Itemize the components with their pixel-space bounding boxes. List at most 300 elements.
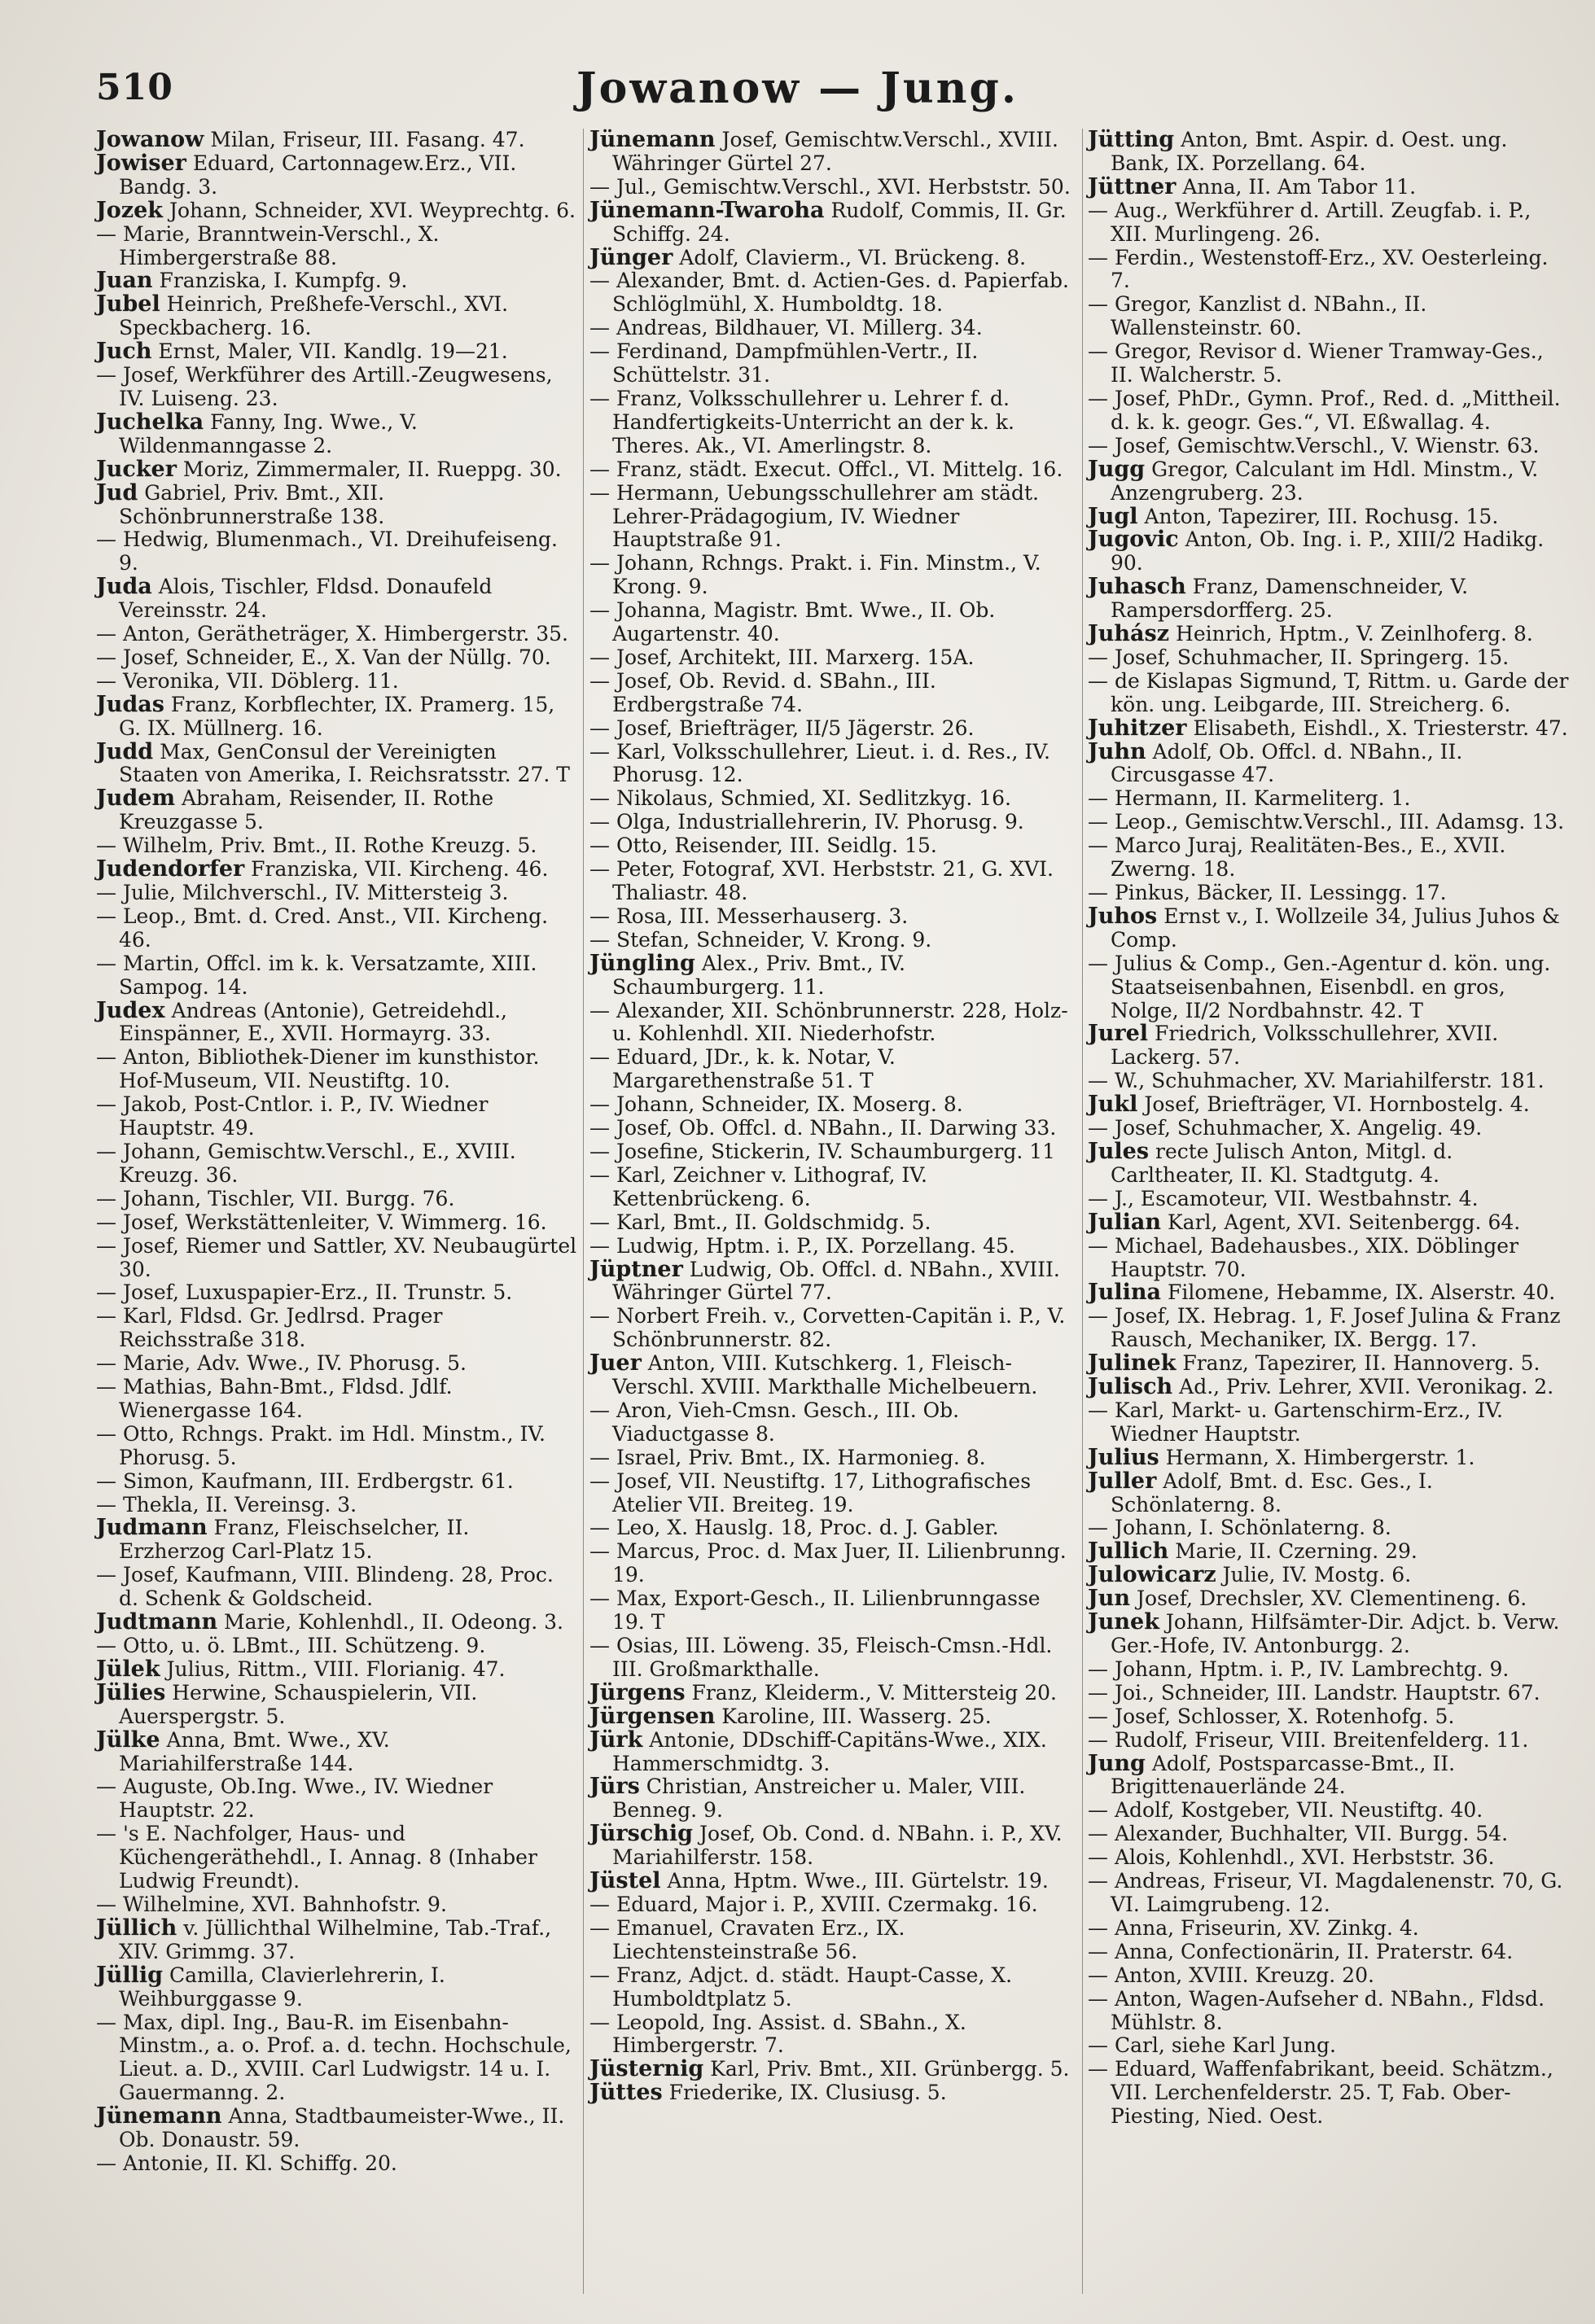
directory-entry: [589, 386, 1078, 458]
entry-text: — Hermann, Uebungsschullehrer am städt. Lehrer-Prädagogium, IV. Wiedner Hauptstraße 91.: [589, 480, 1040, 552]
entry-text: — Ludwig, Hptm. i. P., IX. Porzellang. 45.: [589, 1233, 1015, 1258]
entry-text: Rudolf, Commis, II. Gr. Schiffg. 24.: [612, 198, 1067, 246]
entry-text: — Josef, Werkführer des Artill.-Zeugwesens, IV. Luiseng. 23.: [96, 363, 553, 410]
entry-text: — Anna, Friseurin, XV. Zinkg. 4.: [1088, 1915, 1419, 1940]
directory-entry: [589, 316, 1078, 340]
directory-entry: [96, 1727, 578, 1776]
entry-text: — Karl, Volksschullehrer, Lieut. i. d. Res., IV. Phorusg. 12.: [589, 739, 1050, 787]
directory-entry: [1088, 339, 1571, 387]
entry-text: — Johann, Gemischtw.Verschl., E., XVIII. Kreuzg. 36.: [96, 1139, 516, 1187]
entry-text: Friedrich, Volksschullehrer, XVII. Lackerg. 57.: [1111, 1022, 1499, 1070]
directory-entry: [589, 197, 1078, 247]
entry-surname: Jünemann: [589, 127, 716, 152]
entry-text: Ludwig, Ob. Offcl. d. NBahn., XVIII. Währinger Gürtel 77.: [612, 1257, 1060, 1305]
entry-surname: Julian: [1088, 1209, 1162, 1235]
directory-entry: [96, 1775, 578, 1823]
entry-surname: Judem: [96, 786, 176, 812]
entry-text: — Hermann, II. Karmeliterg. 1.: [1088, 786, 1411, 811]
directory-entry: [589, 1092, 1078, 1117]
entry-text: — Josef, Luxuspapier-Erz., II. Trunstr. 5.: [96, 1280, 513, 1305]
entry-surname: Jüstel: [589, 1868, 661, 1894]
entry-text: — Josef, Riemer und Sattler, XV. Neubaugürtel 30.: [96, 1233, 577, 1281]
entry-text: Herwine, Schauspielerin, VII. Auerspergstr. 5.: [119, 1680, 478, 1728]
directory-entry: [96, 997, 578, 1047]
entry-text: — Marie, Branntwein-Verschl., X. Himbergerstraße 88.: [96, 221, 440, 269]
entry-text: — Alexander, XII. Schönbrunnerstr. 228, Holz- u. Kohlenhdl. XII. Niederhofstr.: [589, 998, 1068, 1046]
entry-text: Franz, Fleischselcher, II. Erzherzog Carl-Platz 15.: [119, 1516, 470, 1564]
entry-text: — Josef, PhDr., Gymn. Prof., Red. d. „Mittheil. d. k. k. geogr. Ges.“, VI. Eßwallag. 4.: [1088, 386, 1561, 434]
entry-text: Josef, Gemischtw.Verschl., XVIII. Währinger Gürtel 27.: [612, 128, 1058, 175]
directory-entry: [96, 1656, 578, 1682]
entry-text: — Johanna, Magistr. Bmt. Wwe., II. Ob. Augartenstr. 40.: [589, 598, 996, 646]
entry-surname: Jurel: [1088, 1021, 1149, 1047]
entry-text: Ernst v., I. Wollzeile 34, Julius Juhos & Comp.: [1111, 904, 1560, 952]
directory-entry: [96, 1375, 578, 1423]
entry-text: — Julie, Milchverschl., IV. Mittersteig 3.: [96, 881, 509, 904]
directory-entry: [96, 574, 578, 623]
entry-surname: Jüllich: [96, 1915, 177, 1941]
entry-text: — Gregor, Revisor d. Wiener Tramway-Ges., II. Walcherstr. 5.: [1088, 339, 1544, 387]
entry-text: — Ferdinand, Dampfmühlen-Vertr., II. Schüttelstr. 31.: [589, 339, 979, 387]
entry-text: — Jul., Gemischtw.Verschl., XVI. Herbststr. 50.: [589, 174, 1071, 199]
directory-entry: [96, 1515, 578, 1564]
directory-entry: [589, 1304, 1078, 1352]
entry-surname: Julowicarz: [1088, 1562, 1216, 1588]
directory-entry: [589, 1445, 1078, 1470]
entry-text: — 's E. Nachfolger, Haus- und Küchengeräthehdl., I. Annag. 8 (Inhaber Ludwig Freundt).: [96, 1822, 537, 1893]
entry-text: — Israel, Priv. Bmt., IX. Harmonieg. 8.: [589, 1445, 986, 1469]
entry-text: — Josef, Schuhmacher, X. Angelig. 49.: [1088, 1116, 1483, 1140]
directory-entry: [1088, 738, 1571, 788]
entry-text: — Max, dipl. Ing., Bau-R. im Eisenbahn-Minstm., a. o. Prof. a. d. techn. Hochschule, Lieut. a. D., XVIII. Carl Ludwigstr. 14 u. I. Gauermanng. 2.: [96, 2010, 572, 2105]
column-divider: [1082, 129, 1083, 2294]
entry-surname: Jüllig: [96, 1962, 164, 1988]
entry-text: Anna, Bmt. Wwe., XV. Mariahilferstraße 144.: [119, 1727, 390, 1775]
entry-text: Julie, IV. Mostg. 6.: [1216, 1563, 1412, 1587]
directory-entry: [589, 998, 1078, 1047]
entry-surname: Juchelka: [96, 409, 204, 435]
directory-entry: [1088, 1116, 1571, 1140]
entry-text: — Marie, Adv. Wwe., IV. Phorusg. 5.: [96, 1351, 467, 1376]
entry-surname: Jürk: [589, 1727, 643, 1753]
entry-text: — Andreas, Bildhauer, VI. Millerg. 34.: [589, 316, 983, 340]
entry-surname: Jürgens: [589, 1679, 686, 1705]
directory-entry: [1088, 1092, 1571, 1118]
entry-text: Josef, Briefträger, VI. Hornbostelg. 4.: [1137, 1092, 1530, 1117]
entry-text: — Otto, u. ö. LBmt., III. Schützeng. 9.: [96, 1634, 486, 1657]
directory-entry: [1088, 1798, 1571, 1823]
entry-text: Gabriel, Priv. Bmt., XII. Schönbrunnerstraße 138.: [119, 480, 385, 528]
entry-text: — Josef, Architekt, III. Marxerg. 15A.: [589, 645, 975, 669]
entry-text: — Josef, Schuhmacher, II. Springerg. 15.: [1088, 645, 1510, 669]
entry-text: — Olga, Industriallehrerin, IV. Phorusg. 9.: [589, 810, 1024, 834]
directory-entry: [589, 1116, 1078, 1140]
entry-text: — Max, Export-Gesch., II. Lilienbrunngasse 19. T: [589, 1587, 1041, 1635]
entry-text: Franz, Damenschneider, V. Rampersdorfferg. 25.: [1111, 575, 1469, 623]
directory-entry: [1088, 127, 1571, 176]
entry-text: Alex., Priv. Bmt., IV. Schaumburgerg. 11.: [612, 951, 905, 999]
entry-text: Eduard, Cartonnagew.Erz., VII. Bandg. 3.: [119, 151, 517, 199]
directory-entry: [1088, 1822, 1571, 1846]
entry-text: Johann, Schneider, XVI. Weyprechtg. 6.: [163, 198, 576, 222]
directory-entry: [96, 339, 578, 365]
entry-text: Anton, Bmt. Aspir. d. Oest. ung. Bank, IX. Porzellang. 64.: [1111, 128, 1508, 175]
directory-entry: [589, 598, 1078, 646]
entry-surname: Jubel: [96, 291, 160, 317]
entry-text: Andreas (Antonie), Getreidehdl., Einspänner, E., XVII. Hormayrg. 33.: [119, 998, 507, 1046]
directory-entry: [96, 363, 578, 411]
entry-text: — Otto, Reisender, III. Seidlg. 15.: [589, 834, 937, 858]
entry-text: — Josef, Gemischtw.Verschl., V. Wienstr. 63.: [1088, 433, 1540, 457]
directory-entry: [589, 668, 1078, 717]
directory-entry: [1088, 1209, 1571, 1235]
entry-text: Camilla, Clavierlehrerin, I. Weihburggasse 9.: [119, 1963, 445, 2011]
entry-text: — Simon, Kaufmann, III. Erdbergstr. 61.: [96, 1468, 514, 1493]
entry-text: Fanny, Ing. Wwe., V. Wildenmanngasse 2.: [119, 409, 418, 457]
entry-text: — Karl, Markt- u. Gartenschirm-Erz., IV. Wiedner Hauptstr.: [1088, 1398, 1503, 1446]
entry-surname: Judmann: [96, 1515, 208, 1541]
entry-surname: Jüttes: [589, 2080, 663, 2106]
entry-text: Josef, Drechsler, XV. Clementineng. 6.: [1130, 1587, 1527, 1611]
directory-entry: [96, 1915, 578, 1964]
entry-text: — Osias, III. Löweng. 35, Fleisch-Cmsn.-Hdl. III. Großmarkthalle.: [589, 1634, 1053, 1681]
directory-entry: [589, 1634, 1078, 1682]
directory-entry: [1088, 198, 1571, 247]
directory-entry: [589, 834, 1078, 858]
directory-entry: [1088, 2033, 1571, 2058]
entry-text: — Eduard, Major i. P., XVIII. Czermakg. 16.: [589, 1892, 1038, 1916]
entry-text: — Josef, Ob. Offcl. d. NBahn., II. Darwing 33.: [589, 1116, 1057, 1140]
entry-text: — Peter, Fotograf, XVI. Herbststr. 21, G. XVI. Thaliastr. 48.: [589, 857, 1054, 904]
column-3: [1088, 129, 1571, 2129]
directory-entry: [1088, 1516, 1571, 1540]
directory-entry: [1088, 1021, 1571, 1070]
entry-text: — Josef, Briefträger, II/5 Jägerstr. 26.: [589, 716, 975, 740]
directory-entry: [589, 1727, 1078, 1776]
directory-entry: [1088, 456, 1571, 506]
entry-text: — Franz, Adjct. d. städt. Haupt-Casse, X. Humboldtplatz 5.: [589, 1963, 1013, 2011]
entry-text: — Alexander, Bmt. d. Actien-Ges. d. Papierfab. Schlöglmühl, X. Humboldtg. 18.: [589, 269, 1069, 317]
entry-text: — W., Schuhmacher, XV. Mariahilferstr. 181.: [1088, 1069, 1545, 1093]
directory-entry: [589, 1963, 1078, 2011]
directory-entry: [589, 244, 1078, 270]
directory-entry: [96, 1962, 578, 2011]
directory-entry: [1088, 1350, 1571, 1376]
entry-text: — Wilhelm, Priv. Bmt., II. Rothe Kreuzg. 5.: [96, 834, 537, 858]
entry-text: — Josef, Werkstättenleiter, V. Wimmerg. 16.: [96, 1210, 547, 1234]
entry-text: — Veronika, VII. Döblerg. 11.: [96, 668, 399, 693]
directory-entry: [96, 291, 578, 340]
directory-entry: [1088, 951, 1571, 1023]
directory-entry: [589, 1774, 1078, 1823]
entry-text: Filomene, Hebamme, IX. Alserstr. 40.: [1161, 1280, 1556, 1305]
entry-text: Adolf, Clavierm., VI. Brückeng. 8.: [673, 245, 1027, 269]
directory-entry: [96, 1468, 578, 1494]
directory-entry: [1088, 621, 1571, 647]
entry-text: — Leop., Bmt. d. Cred. Anst., VII. Kircheng. 46.: [96, 904, 549, 952]
page-number: 510: [96, 67, 173, 108]
directory-entry: [96, 1045, 578, 1093]
entry-text: Anna, II. Am Tabor 11.: [1176, 174, 1417, 199]
directory-entry: [589, 339, 1078, 387]
entry-text: v. Jüllichthal Wilhelmine, Tab.-Traf., XIV. Grimmg. 37.: [119, 1915, 552, 1963]
entry-text: Franz, Korbflechter, IX. Pramerg. 15, G. IX. Müllnerg. 16.: [119, 692, 555, 740]
entry-text: — Johann, Schneider, IX. Moserg. 8.: [589, 1092, 963, 1117]
directory-entry: [1088, 527, 1571, 576]
entry-text: — Franz, Volksschullehrer u. Lehrer f. d. Handfertigkeits-Unterricht an der k. k. Theres. Ak., VI. Amerlingstr. 8.: [589, 386, 1014, 457]
entry-text: Anna, Stadtbaumeister-Wwe., II. Ob. Donaustr. 59.: [119, 2104, 565, 2152]
directory-entry: [96, 221, 578, 270]
directory-entry: [96, 150, 578, 199]
entry-text: Elisabeth, Eishdl., X. Triesterstr. 47.: [1186, 716, 1568, 740]
directory-entry: [96, 479, 578, 529]
entry-text: — Nikolaus, Schmied, XI. Sedlitzkyg. 16.: [589, 786, 1011, 811]
column-2: [589, 129, 1078, 2105]
directory-entry: [1088, 1562, 1571, 1588]
entry-surname: Juan: [96, 268, 153, 294]
directory-entry: [1088, 1704, 1571, 1729]
entry-surname: Julisch: [1088, 1374, 1173, 1400]
directory-entry: [589, 269, 1078, 317]
entry-surname: Jugg: [1088, 456, 1146, 482]
entry-text: — J., Escamoteur, VII. Westbahnstr. 4.: [1088, 1186, 1479, 1210]
directory-entry: [589, 551, 1078, 599]
directory-entry: [589, 1256, 1078, 1306]
entry-surname: Juhos: [1088, 903, 1158, 929]
entry-text: Julius, Rittm., VIII. Florianig. 47.: [160, 1657, 506, 1681]
entry-text: — Adolf, Kostgeber, VII. Neustiftg. 40.: [1088, 1798, 1483, 1823]
entry-text: Anton, Ob. Ing. i. P., XIII/2 Hadikg. 90.: [1111, 527, 1545, 576]
entry-text: — Johann, Rchngs. Prakt. i. Fin. Minstm., V. Krong. 9.: [589, 551, 1041, 599]
directory-entry: [589, 2010, 1078, 2059]
directory-entry: [96, 1304, 578, 1352]
directory-entry: [589, 480, 1078, 553]
entry-surname: Jünemann-Twaroha: [589, 197, 825, 223]
directory-entry: [589, 857, 1078, 905]
directory-entry: [96, 1679, 578, 1729]
directory-entry: [589, 457, 1078, 482]
entry-text: — Alois, Kohlenhdl., XVI. Herbststr. 36.: [1088, 1845, 1495, 1870]
entry-text: — Wilhelmine, XVI. Bahnhofstr. 9.: [96, 1892, 447, 1916]
entry-surname: Jucker: [96, 456, 177, 482]
entry-text: — Franz, städt. Execut. Offcl., VI. Mittelg. 16.: [589, 457, 1063, 481]
directory-entry: [96, 904, 578, 952]
entry-text: — Josef, Schlosser, X. Rotenhofg. 5.: [1088, 1704, 1455, 1728]
directory-entry: [589, 1045, 1078, 1093]
entry-text: Anna, Hptm. Wwe., III. Gürtelstr. 19.: [660, 1869, 1049, 1893]
entry-surname: Julinek: [1088, 1350, 1177, 1376]
directory-entry: [1088, 1280, 1571, 1306]
entry-text: — Thekla, II. Vereinsg. 3.: [96, 1492, 357, 1517]
entry-text: — Gregor, Kanzlist d. NBahn., II. Wallensteinstr. 60.: [1088, 292, 1427, 340]
directory-entry: [96, 127, 578, 152]
directory-entry: [96, 951, 578, 1000]
directory-entry: [1088, 1680, 1571, 1705]
entry-text: Franziska, VII. Kircheng. 46.: [244, 857, 549, 882]
entry-text: Moriz, Zimmermaler, II. Rueppg. 30.: [176, 457, 562, 481]
entry-surname: Jun: [1088, 1586, 1131, 1612]
column-divider: [583, 129, 584, 2294]
entry-text: Franziska, I. Kumpfg. 9.: [152, 269, 408, 293]
entry-text: — Martin, Offcl. im k. k. Versatzamte, XIII. Sampog. 14.: [96, 951, 537, 999]
directory-entry: [589, 2056, 1078, 2082]
directory-entry: [96, 645, 578, 670]
entry-text: Anton, VIII. Kutschkerg. 1, Fleisch-Verschl. XVIII. Markthalle Michelbeuern.: [612, 1351, 1038, 1399]
entry-text: Franz, Kleiderm., V. Mittersteig 20.: [685, 1680, 1057, 1705]
entry-text: — Anton, Wagen-Aufseher d. NBahn., Fldsd. Mühlstr. 8.: [1088, 1986, 1545, 2034]
directory-entry: [589, 786, 1078, 811]
directory-entry: [96, 668, 578, 694]
directory-entry: [589, 927, 1078, 952]
entry-text: Milan, Friseur, III. Fasang. 47.: [204, 128, 525, 151]
entry-text: — Anton, Gerätheträger, X. Himbergerstr. 35.: [96, 622, 568, 646]
entry-text: — Marcus, Proc. d. Max Juer, II. Lilienbrunng. 19.: [589, 1539, 1067, 1587]
directory-entry: [589, 1587, 1078, 1635]
directory-entry: [589, 904, 1078, 929]
entry-surname: Julius: [1088, 1444, 1159, 1470]
directory-entry: [96, 1280, 578, 1305]
entry-text: — Josefine, Stickerin, IV. Schaumburgerg. 11: [589, 1139, 1056, 1163]
entry-surname: Jozek: [96, 197, 164, 223]
entry-text: — Aron, Vieh-Cmsn. Gesch., III. Ob. Viaductgasse 8.: [589, 1398, 960, 1446]
directory-entry: [1088, 834, 1571, 882]
entry-text: — Josef, Kaufmann, VIII. Blindeng. 28, Proc. d. Schenk & Goldscheid.: [96, 1563, 554, 1611]
entry-surname: Jünemann: [96, 2103, 222, 2129]
column-1: [96, 129, 578, 2176]
entry-surname: Jütting: [1088, 127, 1175, 152]
entry-text: — Eduard, JDr., k. k. Notar, V. Margarethenstraße 51. T: [589, 1045, 896, 1093]
directory-entry: [1088, 786, 1571, 811]
directory-entry: [96, 409, 578, 458]
directory-entry: [589, 739, 1078, 788]
entry-text: — Andreas, Friseur, VI. Magdalenenstr. 70, G. VI. Laimgrubeng. 12.: [1088, 1869, 1563, 1916]
directory-entry: [96, 1351, 578, 1376]
directory-entry: [589, 1398, 1078, 1446]
directory-entry: [589, 1233, 1078, 1258]
entry-text: — Norbert Freih. v., Corvetten-Capitän i. P., V. Schönbrunnerstr. 82.: [589, 1304, 1066, 1352]
entry-text: — Josef, Schneider, E., X. Van der Nüllg. 70.: [96, 645, 551, 669]
entry-surname: Jürs: [589, 1774, 640, 1800]
directory-entry: [1088, 1845, 1571, 1870]
entry-surname: Jowanow: [96, 127, 204, 152]
entry-text: — Johann, Tischler, VII. Burgg. 76.: [96, 1186, 455, 1210]
entry-text: — Julius & Comp., Gen.-Agentur d. kön. ung. Staatseisenbahnen, Eisenbdl. en gros, Nolge, II/2 Nordbahnstr. 42. T: [1088, 951, 1551, 1022]
entry-surname: Jukl: [1088, 1092, 1138, 1118]
directory-entry: [96, 456, 578, 482]
directory-entry: [589, 810, 1078, 834]
directory-entry: [589, 1868, 1078, 1894]
directory-entry: [96, 2010, 578, 2106]
entry-text: Adolf, Bmt. d. Esc. Ges., I. Schönlaterng. 8.: [1111, 1468, 1433, 1517]
directory-entry: [1088, 1233, 1571, 1282]
directory-entry: [96, 786, 578, 834]
directory-entry: [589, 1162, 1078, 1211]
entry-surname: Jülek: [96, 1656, 160, 1682]
page-header: Jowanow — Jung.: [576, 63, 1019, 113]
directory-entry: [589, 1821, 1078, 1870]
entry-surname: Juda: [96, 574, 152, 600]
directory-entry: [96, 1421, 578, 1470]
directory-entry: [1088, 1538, 1571, 1565]
entry-text: — Emanuel, Cravaten Erz., IX. Liechtensteinstraße 56.: [589, 1915, 905, 1963]
entry-surname: Jugovic: [1088, 527, 1179, 553]
directory-entry: [1088, 386, 1571, 435]
directory-entry: [96, 1609, 578, 1635]
entry-surname: Juch: [96, 339, 152, 365]
directory-entry: [1088, 1963, 1571, 1988]
directory-entry: [1088, 1986, 1571, 2035]
entry-surname: Jung: [1088, 1750, 1146, 1776]
entry-surname: Jülke: [96, 1727, 160, 1753]
entry-text: Ad., Priv. Lehrer, XVII. Veronikag. 2.: [1172, 1375, 1554, 1399]
entry-surname: Judex: [96, 997, 165, 1023]
entry-text: — Pinkus, Bäcker, II. Lessingg. 17.: [1088, 881, 1447, 904]
entry-text: — Alexander, Buchhalter, VII. Burgg. 54.: [1088, 1822, 1509, 1846]
entry-text: — Anton, Bibliothek-Diener im kunsthistor. Hof-Museum, VII. Neustiftg. 10.: [96, 1045, 540, 1093]
directory-entry: [1088, 574, 1571, 623]
entry-text: — Eduard, Waffenfabrikant, beeid. Schätzm., VII. Lerchenfelderstr. 25. T, Fab. Ober-Piesting, Nied. Oest.: [1088, 2057, 1553, 2129]
directory-entry: [96, 1563, 578, 1611]
entry-surname: Jüsternig: [589, 2056, 704, 2082]
directory-entry: [589, 174, 1078, 199]
entry-text: Heinrich, Hptm., V. Zeinlhoferg. 8.: [1169, 622, 1533, 646]
entry-surname: Jürgensen: [589, 1703, 716, 1729]
directory-entry: [589, 645, 1078, 670]
directory-entry: [1088, 1727, 1571, 1753]
entry-text: — Rudolf, Friseur, VIII. Breitenfelderg. 11.: [1088, 1727, 1529, 1752]
entry-text: — Anna, Confectionärin, II. Praterstr. 64.: [1088, 1939, 1514, 1963]
directory-entry: [1088, 668, 1571, 717]
entry-text: — Josef, IX. Hebrag. 1, F. Josef Julina & Franz Rausch, Mechaniker, IX. Bergg. 17.: [1088, 1304, 1561, 1352]
directory-entry: [1088, 245, 1571, 294]
directory-entry: [1088, 1869, 1571, 1917]
entry-text: — Auguste, Ob.Ing. Wwe., IV. Wiedner Hauptstr. 22.: [96, 1775, 493, 1823]
directory-entry: [1088, 881, 1571, 905]
entry-text: Josef, Ob. Cond. d. NBahn. i. P., XV. Mariahilferstr. 158.: [612, 1822, 1063, 1870]
directory-entry: [1088, 1444, 1571, 1470]
entry-surname: Judd: [96, 738, 154, 764]
entry-text: — Otto, Rchngs. Prakt. im Hdl. Minstm., IV. Phorusg. 5.: [96, 1421, 546, 1469]
directory-entry: [96, 856, 578, 882]
directory-entry: [589, 716, 1078, 741]
entry-text: — Marco Juraj, Realitäten-Bes., E., XVII. Zwerng. 18.: [1088, 834, 1506, 882]
entry-surname: Juller: [1088, 1468, 1157, 1494]
directory-entry: [1088, 810, 1571, 834]
entry-surname: Juhasch: [1088, 574, 1186, 600]
directory-entry: [589, 1539, 1078, 1587]
entry-text: Johann, Hilfsämter-Dir. Adjct. b. Verw. Ger.-Hofe, IV. Antonburgg. 2.: [1111, 1610, 1560, 1657]
directory-entry: [1088, 1657, 1571, 1682]
directory-entry: [1088, 292, 1571, 340]
entry-text: Adolf, Postsparcasse-Bmt., II. Brigittenauerlände 24.: [1111, 1751, 1456, 1799]
entry-text: — Ferdin., Westenstoff-Erz., XV. Oesterleing. 7.: [1088, 245, 1549, 293]
directory-entry: [1088, 1939, 1571, 1964]
entry-surname: Jürschig: [589, 1821, 694, 1847]
directory-entry: [96, 1092, 578, 1140]
entry-surname: Julina: [1088, 1280, 1162, 1306]
directory-entry: [96, 197, 578, 223]
directory-entry: [1088, 1750, 1571, 1800]
directory-entry: [96, 2103, 578, 2152]
directory-entry: [589, 1703, 1078, 1729]
entry-text: — Anton, XVIII. Kreuzg. 20.: [1088, 1963, 1374, 1987]
entry-text: Ernst, Maler, VII. Kandlg. 19—21.: [151, 339, 508, 364]
entry-surname: Jullich: [1088, 1538, 1169, 1565]
directory-entry: [96, 1634, 578, 1658]
entry-text: — Johann, I. Schönlaterng. 8.: [1088, 1516, 1391, 1540]
entry-text: Abraham, Reisender, II. Rothe Kreuzgasse 5.: [119, 786, 494, 834]
entry-surname: Jüttner: [1088, 173, 1177, 199]
